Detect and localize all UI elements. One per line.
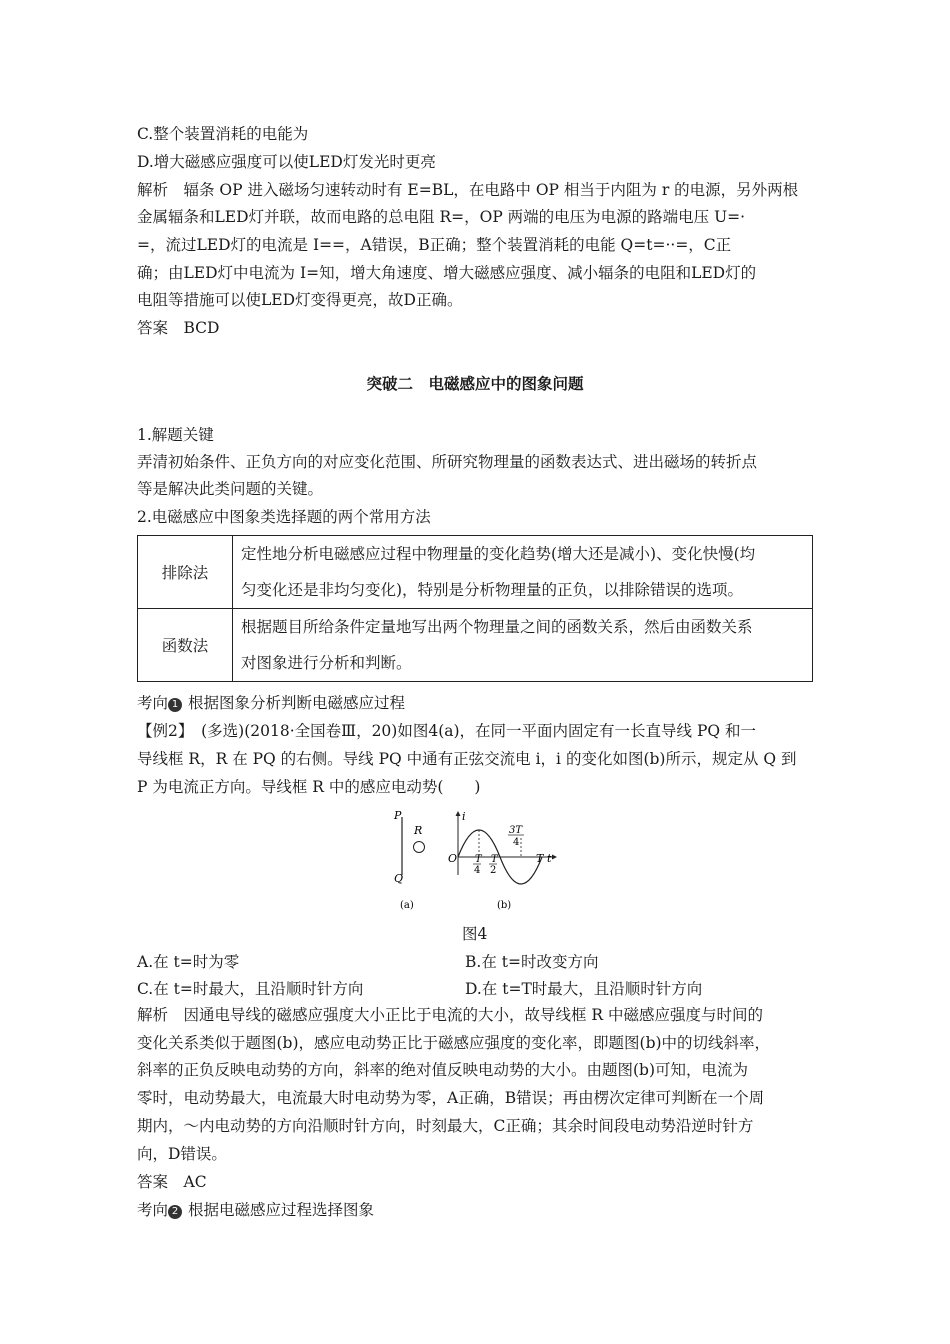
method-desc-line: 根据题目所给条件定量地写出两个物理量之间的函数关系，然后由函数关系 bbox=[241, 618, 753, 636]
methods-table bbox=[137, 535, 813, 682]
direction-number-badge: 1 bbox=[168, 698, 182, 712]
tick-3t4-num: 3T bbox=[509, 825, 523, 836]
label-r: R bbox=[414, 824, 423, 837]
option-d-prev: D.增大磁感应强度可以使LED灯发光时更亮 bbox=[137, 153, 436, 171]
direction-prefix: 考向 bbox=[137, 1201, 169, 1219]
figure-4 bbox=[380, 805, 580, 915]
table-row bbox=[138, 609, 813, 682]
analysis2-line5: 期内，～内电动势的方向沿顺时针方向，时刻最大，C正确；其余时间段电动势沿逆时针方 bbox=[137, 1117, 754, 1135]
analysis2-line6: 向，D错误。 bbox=[137, 1145, 227, 1163]
label-a: (a) bbox=[400, 900, 414, 911]
tick-t2-den: 2 bbox=[490, 865, 497, 876]
analysis1-line3: =，流过LED灯的电流是 I==，A错误，B正确；整个装置消耗的电能 Q=t=··=，C正 bbox=[137, 236, 732, 254]
option-d: D.在 t=T时最大，且沿顺时针方向 bbox=[465, 980, 703, 998]
analysis2-line1: 解析 因通电导线的磁感应强度大小正比于电流的大小，故导线框 R 中磁感应强度与时间的 bbox=[137, 1006, 764, 1024]
method-desc bbox=[233, 609, 813, 682]
t-axis-arrow bbox=[552, 855, 557, 860]
figure-caption: 图4 bbox=[462, 925, 488, 943]
frame-r bbox=[414, 842, 425, 853]
analysis1-line4: 确；由LED灯中电流为 I=知，增大角速度、增大磁感应强度、减小辐条的电阻和LED灯的 bbox=[137, 264, 757, 282]
method-desc-line: 定性地分析电磁感应过程中物理量的变化趋势(增大还是减小)、变化快慢(均 bbox=[241, 545, 756, 563]
example-line1: 【例2】 (多选)(2018·全国卷Ⅲ，20)如图4(a)，在同一平面内固定有一长直导线 PQ 和一 bbox=[137, 722, 757, 740]
example-line3: P 为电流正方向。导线框 R 中的感应电动势( ) bbox=[137, 778, 481, 796]
direction-prefix: 考向 bbox=[137, 694, 169, 712]
answer2: 答案 AC bbox=[137, 1173, 207, 1191]
tick-t2-num: T bbox=[491, 854, 498, 865]
label-b: (b) bbox=[497, 900, 512, 911]
key-point-1: 1.解题关键 bbox=[137, 426, 214, 444]
method-desc-line: 对图象进行分析和判断。 bbox=[241, 654, 412, 672]
analysis2-line4: 零时，电动势最大，电流最大时电动势为零，A正确，B错误；再由楞次定律可判断在一个周 bbox=[137, 1089, 765, 1107]
analysis2-line2: 变化关系类似于题图(b)，感应电动势正比于磁感应强度的变化率，即题图(b)中的切线斜率， bbox=[137, 1034, 771, 1052]
option-a: A.在 t=时为零 bbox=[137, 953, 240, 971]
label-p: P bbox=[394, 809, 402, 822]
table-row bbox=[138, 536, 813, 609]
analysis1-line5: 电阻等措施可以使LED灯变得更亮，故D正确。 bbox=[137, 291, 463, 309]
direction-text: 根据电磁感应过程选择图象 bbox=[188, 1201, 375, 1219]
method-name: 函数法 bbox=[138, 609, 233, 682]
answer1: 答案 BCD bbox=[137, 319, 220, 337]
tick-t-full: T bbox=[536, 852, 544, 865]
key-point-2: 2.电磁感应中图象类选择题的两个常用方法 bbox=[137, 508, 431, 526]
section-title: 突破二 电磁感应中的图象问题 bbox=[366, 375, 584, 393]
direction-number-badge: 2 bbox=[168, 1205, 182, 1219]
tick-t4-num: T bbox=[475, 854, 482, 865]
key-point-1-line1: 弄清初始条件、正负方向的对应变化范围、所研究物理量的函数表达式、进出磁场的转折点 bbox=[137, 453, 758, 471]
label-t: t bbox=[547, 852, 552, 865]
analysis1-line1: 解析 辐条 OP 进入磁场匀速转动时有 E=BL，在电路中 OP 相当于内阻为 r 的电源，另外两根 bbox=[137, 181, 799, 199]
label-o: O bbox=[448, 852, 458, 865]
method-name: 排除法 bbox=[138, 536, 233, 609]
option-c: C.在 t=时最大，且沿顺时针方向 bbox=[137, 980, 364, 998]
tick-t4-den: 4 bbox=[474, 865, 481, 876]
method-desc-line: 匀变化还是非均匀变化)，特别是分析物理量的正负，以排除错误的选项。 bbox=[241, 581, 744, 599]
method-desc bbox=[233, 536, 813, 609]
direction-2 bbox=[137, 1200, 374, 1220]
direction-text: 根据图象分析判断电磁感应过程 bbox=[188, 694, 406, 712]
direction-1 bbox=[137, 693, 405, 713]
option-c-prev: C.整个装置消耗的电能为 bbox=[137, 125, 309, 143]
analysis2-line3: 斜率的正负反映电动势的方向，斜率的绝对值反映电动势的大小。由题图(b)可知，电流为 bbox=[137, 1061, 749, 1079]
tick-3t4-den: 4 bbox=[513, 837, 520, 848]
label-i: i bbox=[462, 810, 466, 823]
label-q: Q bbox=[394, 872, 404, 885]
option-b: B.在 t=时改变方向 bbox=[465, 953, 599, 971]
example-line2: 导线框 R，R 在 PQ 的右侧。导线 PQ 中通有正弦交流电 i，i 的变化如图(b)所示，规定从 Q 到 bbox=[137, 750, 797, 768]
i-axis-arrow bbox=[456, 811, 461, 816]
analysis1-line2: 金属辐条和LED灯并联，故而电路的总电阻 R=，OP 两端的电压为电源的路端电压 U=· bbox=[137, 208, 746, 226]
key-point-1-line2: 等是解决此类问题的关键。 bbox=[137, 480, 324, 498]
